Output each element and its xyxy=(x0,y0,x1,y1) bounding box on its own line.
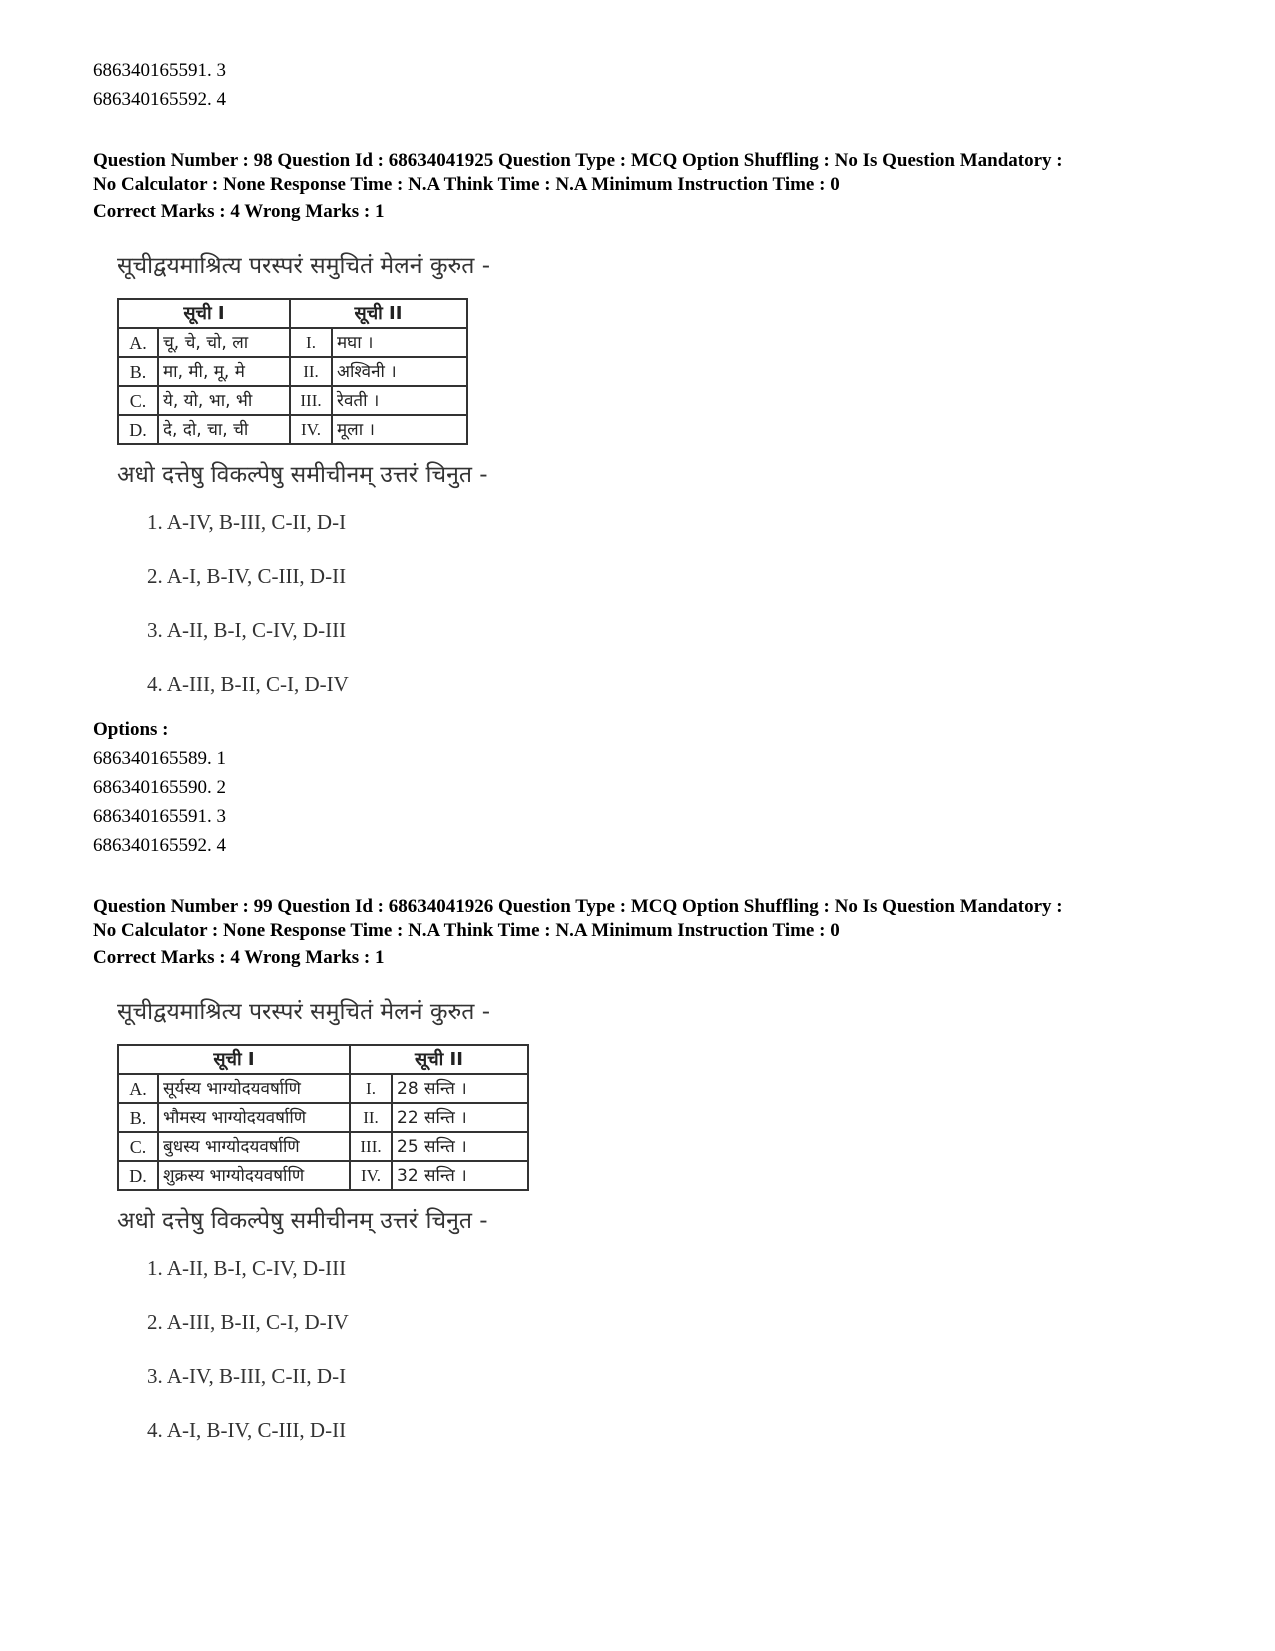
list1-heading: सूची I xyxy=(118,1045,350,1074)
row-match: मघा । xyxy=(332,328,467,357)
question-body xyxy=(93,992,1203,1457)
table-row xyxy=(118,1074,528,1103)
question-block-99 xyxy=(93,895,1203,1457)
answer-choice: 2. A-III, B-II, C-I, D-IV xyxy=(147,1310,349,1334)
row-key: D. xyxy=(118,415,158,444)
row-key: D. xyxy=(118,1161,158,1190)
row-roman: III. xyxy=(290,386,332,415)
marks-line: Correct Marks : 4 Wrong Marks : 1 xyxy=(93,947,385,968)
match-table xyxy=(117,298,468,445)
question-instruction: सूचीद्वयमाश्रित्य परस्परं समुचितं मेलनं कुरुत - xyxy=(117,999,490,1025)
row-roman: I. xyxy=(350,1074,392,1103)
row-item: सूर्यस्य भाग्योदयवर्षाणि xyxy=(158,1074,350,1103)
choose-instruction: अधो दत्तेषु विकल्पेषु समीचीनम् उत्तरं चिनुत - xyxy=(117,462,488,488)
marks-line: Correct Marks : 4 Wrong Marks : 1 xyxy=(93,201,385,222)
row-key: A. xyxy=(118,1074,158,1103)
table-row xyxy=(118,415,467,444)
answer-choice: 4. A-I, B-IV, C-III, D-II xyxy=(147,1418,347,1442)
option-line: 686340165590. 2 xyxy=(93,777,226,798)
table-row xyxy=(118,328,467,357)
option-line: 686340165591. 3 xyxy=(93,806,226,827)
row-match: मूला । xyxy=(332,415,467,444)
question-body xyxy=(93,246,1203,711)
row-key: C. xyxy=(118,386,158,415)
row-key: B. xyxy=(118,357,158,386)
option-line: 686340165592. 4 xyxy=(93,835,226,856)
answer-choice: 4. A-III, B-II, C-I, D-IV xyxy=(147,672,349,696)
answer-choice: 3. A-II, B-I, C-IV, D-III xyxy=(147,618,347,642)
question-header-line1: Question Number : 98 Question Id : 68634041925 Question Type : MCQ Option Shuffling : No Is Question Mandatory : xyxy=(93,150,1063,171)
option-line: 686340165592. 4 xyxy=(93,89,226,110)
question-instruction: सूचीद्वयमाश्रित्य परस्परं समुचितं मेलनं कुरुत - xyxy=(117,253,490,279)
table-row xyxy=(118,1161,528,1190)
row-match: 28 सन्ति । xyxy=(392,1074,528,1103)
row-item: चू, चे, चो, ला xyxy=(158,328,290,357)
row-key: A. xyxy=(118,328,158,357)
answer-choice: 3. A-IV, B-III, C-II, D-I xyxy=(147,1364,347,1388)
list1-heading: सूची I xyxy=(118,299,290,328)
row-roman: II. xyxy=(350,1103,392,1132)
question-header-line1: Question Number : 99 Question Id : 68634041926 Question Type : MCQ Option Shuffling : No Is Question Mandatory : xyxy=(93,896,1063,917)
match-table xyxy=(117,1044,529,1191)
options-label: Options : xyxy=(93,719,169,740)
row-roman: III. xyxy=(350,1132,392,1161)
table-row xyxy=(118,1103,528,1132)
row-key: C. xyxy=(118,1132,158,1161)
row-roman: I. xyxy=(290,328,332,357)
row-item: बुधस्य भाग्योदयवर्षाणि xyxy=(158,1132,350,1161)
document-page xyxy=(93,56,1203,1457)
table-row xyxy=(118,357,467,386)
row-item: मा, मी, मू, मे xyxy=(158,357,290,386)
table-row xyxy=(118,386,467,415)
answer-choice: 2. A-I, B-IV, C-III, D-II xyxy=(147,564,347,588)
table-row xyxy=(118,1132,528,1161)
row-key: B. xyxy=(118,1103,158,1132)
row-match: 22 सन्ति । xyxy=(392,1103,528,1132)
option-line: 686340165589. 1 xyxy=(93,748,226,769)
row-match: 32 सन्ति । xyxy=(392,1161,528,1190)
answer-choice: 1. A-IV, B-III, C-II, D-I xyxy=(147,510,347,534)
question-header-line2: No Calculator : None Response Time : N.A Think Time : N.A Minimum Instruction Time : 0 xyxy=(93,920,840,941)
option-line: 686340165591. 3 xyxy=(93,60,226,81)
row-item: दे, दो, चा, ची xyxy=(158,415,290,444)
answer-choice: 1. A-II, B-I, C-IV, D-III xyxy=(147,1256,347,1280)
row-item: ये, यो, भा, भी xyxy=(158,386,290,415)
list2-heading: सूची II xyxy=(350,1045,528,1074)
list2-heading: सूची II xyxy=(290,299,467,328)
question-block-98 xyxy=(93,149,1203,860)
row-item: भौमस्य भाग्योदयवर्षाणि xyxy=(158,1103,350,1132)
row-match: अश्विनी । xyxy=(332,357,467,386)
row-item: शुक्रस्य भाग्योदयवर्षाणि xyxy=(158,1161,350,1190)
row-match: रेवती । xyxy=(332,386,467,415)
choose-instruction: अधो दत्तेषु विकल्पेषु समीचीनम् उत्तरं चिनुत - xyxy=(117,1208,488,1234)
row-roman: IV. xyxy=(290,415,332,444)
row-match: 25 सन्ति । xyxy=(392,1132,528,1161)
question-header-line2: No Calculator : None Response Time : N.A Think Time : N.A Minimum Instruction Time : 0 xyxy=(93,174,840,195)
row-roman: IV. xyxy=(350,1161,392,1190)
row-roman: II. xyxy=(290,357,332,386)
